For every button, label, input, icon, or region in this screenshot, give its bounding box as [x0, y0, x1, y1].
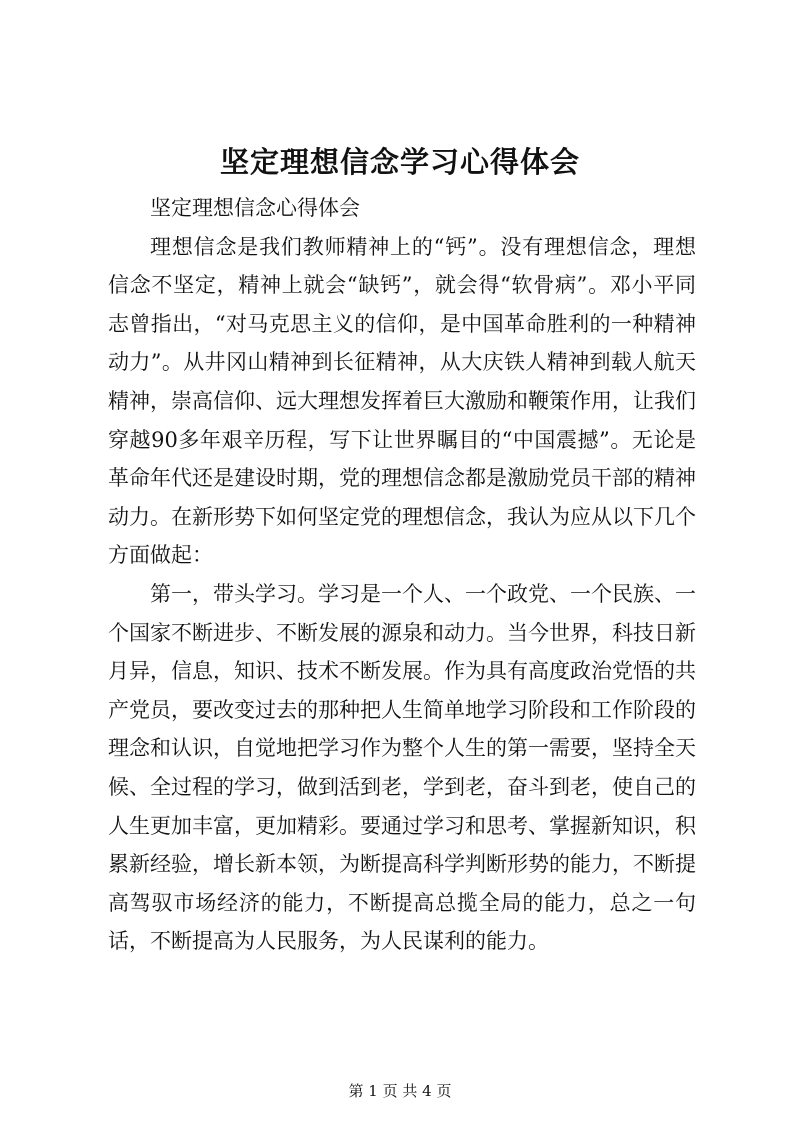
body-paragraph-intro: 理想信念是我们教师精神上的“钙”。没有理想信念，理想信念不坚定，精神上就会“缺钙”，就会得“软骨病”。邓小平同志曾指出，“对马克思主义的信仰，是中国革命胜利的一种精神动力”。从井冈山精神到长征精神，从大庆铁人精神到载人航天精神，崇高信仰、远大理想发挥着巨大激励和鞭策作用，让我们穿越90多年艰辛历程，写下让世界瞩目的“中国震撼”。无论是革命年代还是建设时期，党的理想信念都是激励党员干部的精神动力。在新形势下如何坚定党的理想信念，我认为应从以下几个方面做起： [108, 234, 696, 568]
document-subtitle: 坚定理想信念心得体会 [150, 196, 360, 220]
body-paragraph-first-point: 第一，带头学习。学习是一个人、一个政党、一个民族、一个国家不断进步、不断发展的源泉和动力。当今世界，科技日新月异，信息，知识、技术不断发展。作为具有高度政治党悟的共产党员，要改变过去的那种把人生简单地学习阶段和工作阶段的理念和认识，自觉地把学习作为整个人生的第一需要，坚持全天候、全过程的学习，做到活到老，学到老，奋斗到老，使自己的人生更加丰富，更加精彩。要通过学习和思考、掌握新知识，积累新经验，增长新本领，为断提高科学判断形势的能力，不断提高驾驭市场经济的能力，不断提高总揽全局的能力，总之一句话，不断提高为人民服务，为人民谋利的能力。 [108, 581, 696, 954]
page-number-label: 第 1 页 共 4 页 [348, 1082, 452, 1100]
document-body [108, 189, 696, 961]
document-title: 坚定理想信念学习心得体会 [219, 145, 580, 179]
page-footer [0, 1080, 800, 1101]
